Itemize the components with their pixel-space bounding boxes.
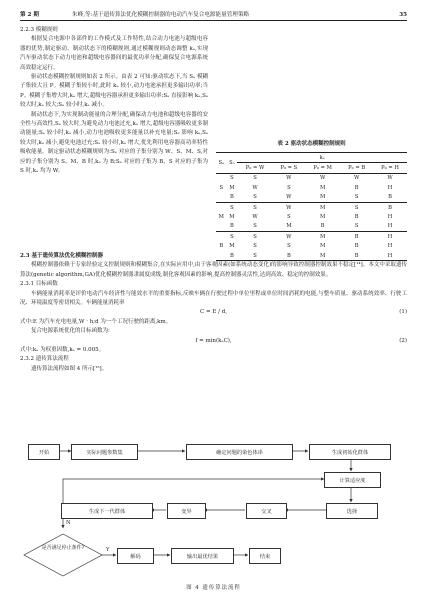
kc-cell: B [373, 202, 407, 212]
kc-cell: S [354, 223, 359, 230]
kc-cell: S [287, 184, 291, 191]
kc-cell: W [319, 175, 326, 182]
flow-fitness: 计算适应度 [324, 472, 381, 488]
table-row [216, 202, 407, 212]
running-title: 朱峰,等:基于遗传算法优化模糊控制器的电动汽车复合电源能量管理策略 [72, 12, 250, 18]
heading-objective-function: 2.3.1 目标函数 [20, 281, 58, 288]
kc-cell: S [237, 232, 273, 242]
table-row [216, 173, 407, 183]
kc-cell: B [273, 251, 305, 261]
flow-end: 结束 [249, 548, 281, 564]
paragraph: 模糊控制器依赖于专家经验定义控制规则和模糊集合,在实际应用中,由于客观因素(如系统动态变化)的影响导致控制器控制效果不稳定[¹⁴]。本文中采取遗传算法(genetic algorithm,GA)优化模糊控制器隶属度成级,制化客观因素的影响,提高控制器灵活性,达到高效、稳定的控制效果。 [20, 262, 407, 278]
equation-formula: f = min(kₑC), [195, 337, 232, 344]
flow-encode: 确定问题的染色体串 [186, 444, 293, 460]
flow-input: 实际问题参数集 [71, 444, 138, 460]
section-2-3 [20, 252, 407, 374]
sc-cell: B [230, 194, 234, 201]
kc-cell: S [340, 202, 373, 212]
kc-cell: M [286, 223, 292, 230]
p-level-header: P₀ = H [373, 163, 407, 173]
kc-cell: B [354, 243, 359, 250]
kc-cell: W [387, 175, 393, 182]
running-header [20, 10, 407, 21]
equation-description: 式中:kₑ 为权重因数,kₑ = 0.005。 [20, 347, 105, 354]
kc-cell: W [273, 232, 305, 242]
paragraph: 制动状态下,为实现制动能量的合理分配,确保动力电池和超级电容器的安全性与高效性,Sₑ 较大时,为避免动力电池过充,kₑ 增大,超级电容器吸收更多制动能量;Sₑ 较小时,kₑ 减小,动力电池吸收更多能量以补充电量;Sₑ 影响 kₑ,Sₑ 较大时,kₑ 减小,避免电池过充;Sₑ 较小时,kₑ 增大,优先利用电容器高功率特性吸收能量。制定驱动状态模糊规则为:Sₑ 对应的子集分别为 W、S、M、S,对应的子集分别为 S、M、B 时,kₑ 为 B;Sₑ 对应的子集为 B、S 对应的子集为 S 时,kₑ 均为 W。 [20, 111, 208, 175]
kc-cell: S [237, 251, 273, 261]
kc-cell: M [319, 214, 326, 221]
paragraph: 车辆能量消耗率是评价电动汽车经济性与能效水平的重要指标,反映车辆在行驶过程中单位里程或单位时间消耗的电能,与整车质量、驱动系统效率、行驶工况、环境温度等密切相关。车辆能量消耗率 [20, 290, 407, 307]
flow-start: 开始 [28, 444, 60, 460]
kc-cell: B [388, 194, 392, 201]
col-header-sc: Sₒ [227, 153, 238, 174]
kc-cell: B [340, 232, 373, 242]
flow-yes-label: Y [106, 547, 110, 553]
kc-cell: M [319, 184, 326, 191]
p-level-header: P₀ = B [340, 163, 373, 173]
kc-cell: W [286, 194, 292, 201]
p-header-row [216, 163, 407, 173]
sc-cell: M [229, 214, 235, 221]
kc-cell: S [253, 194, 257, 201]
sb-cell [216, 193, 227, 203]
heading-fuzzy-rules: 2.2.3 模糊规则 [20, 27, 58, 33]
kc-cell: H [387, 223, 393, 230]
paragraph: 驱动状态模糊控制规则如表 2 所示。由表 2 可知:驱动状态下,当 Sₑ 模糊子集较大且 P。模糊子集较小时,此时 kₑ 较小,动力电池承担更多输出功率;当 P。模糊子集增大时,kₑ 增大,超级电容器承担更多输出功率;Sₑ 直接影响 kₑ,Sₑ 较大时,kₑ 较大;Sₑ 较小时,kₑ 减小。 [20, 74, 208, 109]
flow-decision-diamond [23, 533, 103, 577]
kc-cell: B [354, 184, 359, 191]
sc-cell: B [230, 223, 234, 230]
equation-formula: C = E / d, [200, 309, 227, 316]
sc-cell: M [229, 243, 235, 250]
kc-cell: W [252, 184, 258, 191]
kc-cell: S [237, 202, 273, 212]
kc-cell: S [253, 175, 257, 182]
kc-cell: H [387, 243, 393, 250]
p-level-header: P₀ = S [273, 163, 305, 173]
kc-cell: S [287, 214, 291, 221]
kc-cell: B [354, 214, 359, 221]
sc-cell: S [230, 175, 234, 182]
table-row [216, 242, 407, 251]
equation-number: (2) [399, 337, 407, 344]
sb-cell [216, 232, 227, 242]
paragraph: 遗传算法流程如图 4 所示[¹⁵]。 [31, 365, 108, 372]
kc-cell: H [387, 184, 393, 191]
equation-description: 式中:E 为汽车充电电量,W · h;d 为一个工况行驶的距离,km。 [20, 318, 172, 325]
heading-ga-optimization: 2.3 基于遗传算法优化模糊控制器 [20, 253, 103, 259]
sb-cell [216, 173, 227, 183]
kc-cell: S [253, 223, 257, 230]
table-row [216, 212, 407, 221]
flow-decode: 解码 [117, 548, 154, 564]
sb-cell [216, 202, 227, 212]
flow-no-label: N [66, 520, 71, 526]
kc-cell: W [252, 214, 258, 221]
kc-cell: B [320, 223, 325, 230]
equation-2 [20, 337, 407, 346]
flow-crossover: 交叉 [246, 503, 287, 519]
kc-cell: W [286, 175, 292, 182]
sb-cell: M [218, 214, 224, 221]
equation-number: (1) [399, 309, 407, 316]
issue-label: 第 2 期 [20, 12, 39, 18]
left-column [20, 26, 208, 177]
kc-cell: S [354, 194, 359, 201]
kc-cell: M [319, 243, 326, 250]
kc-cell: S [287, 243, 291, 250]
sb-cell: B [219, 243, 224, 250]
p-level-header: P₀ = W [237, 163, 273, 173]
heading-ga-flow: 2.3.2 遗传算法流程 [20, 356, 69, 363]
table-row [216, 193, 407, 203]
kc-cell: M [319, 194, 326, 201]
kc-cell: H [373, 232, 407, 242]
equation-1 [20, 308, 407, 317]
sc-cell: S [227, 232, 238, 242]
col-header-kc: kₑ [237, 153, 407, 163]
figure-caption: 图 4 遗传算法流程 [186, 585, 241, 591]
table-row [216, 232, 407, 242]
fuzzy-rule-table [216, 152, 407, 261]
kc-cell: M [305, 232, 340, 242]
col-header-sb: Sₑ [216, 153, 227, 174]
flow-condition: 是否满足停止条件? [41, 545, 85, 551]
sc-cell: M [229, 184, 235, 191]
kc-cell: W [273, 202, 305, 212]
table-row [216, 183, 407, 192]
kc-cell: M [305, 202, 340, 212]
sb-cell [216, 222, 227, 232]
sc-cell: B [227, 251, 238, 261]
ga-flowchart [20, 438, 407, 578]
kc-cell: B [340, 251, 373, 261]
flow-output: 输出最优结果 [171, 548, 234, 564]
sb-cell: S [219, 184, 224, 191]
table-caption: 表 2 驱动状态模糊控制规则 [277, 141, 346, 147]
sc-cell: S [227, 202, 238, 212]
table-row [216, 222, 407, 232]
p-level-header: P₀ = M [305, 163, 340, 173]
kc-cell: W [354, 175, 360, 182]
paragraph: 复合电源系统优化的目标函数为: [31, 328, 110, 335]
flow-select: 选择 [326, 503, 378, 519]
kc-cell: H [387, 214, 393, 221]
flow-mutation: 变异 [167, 503, 206, 519]
page-number: 35 [399, 12, 407, 18]
flow-next-generation: 生成下一代群体 [61, 503, 153, 519]
paragraph: 根据复合电源中各部件的工作模式及工作特性,结合动力电池与超级电容器的优势,制定驱动、制动状态下的模糊规则,通过模糊规则动态调整 kₑ,实现汽车驱动状态下动力电池和超级电容器间的最优功率分配,确保复合电源系统高效稳定运行。 [20, 36, 208, 71]
flow-init: 生成初始化群体 [309, 444, 391, 460]
kc-cell: S [253, 243, 257, 250]
kc-cell: M [305, 251, 340, 261]
kc-cell: H [373, 251, 407, 261]
